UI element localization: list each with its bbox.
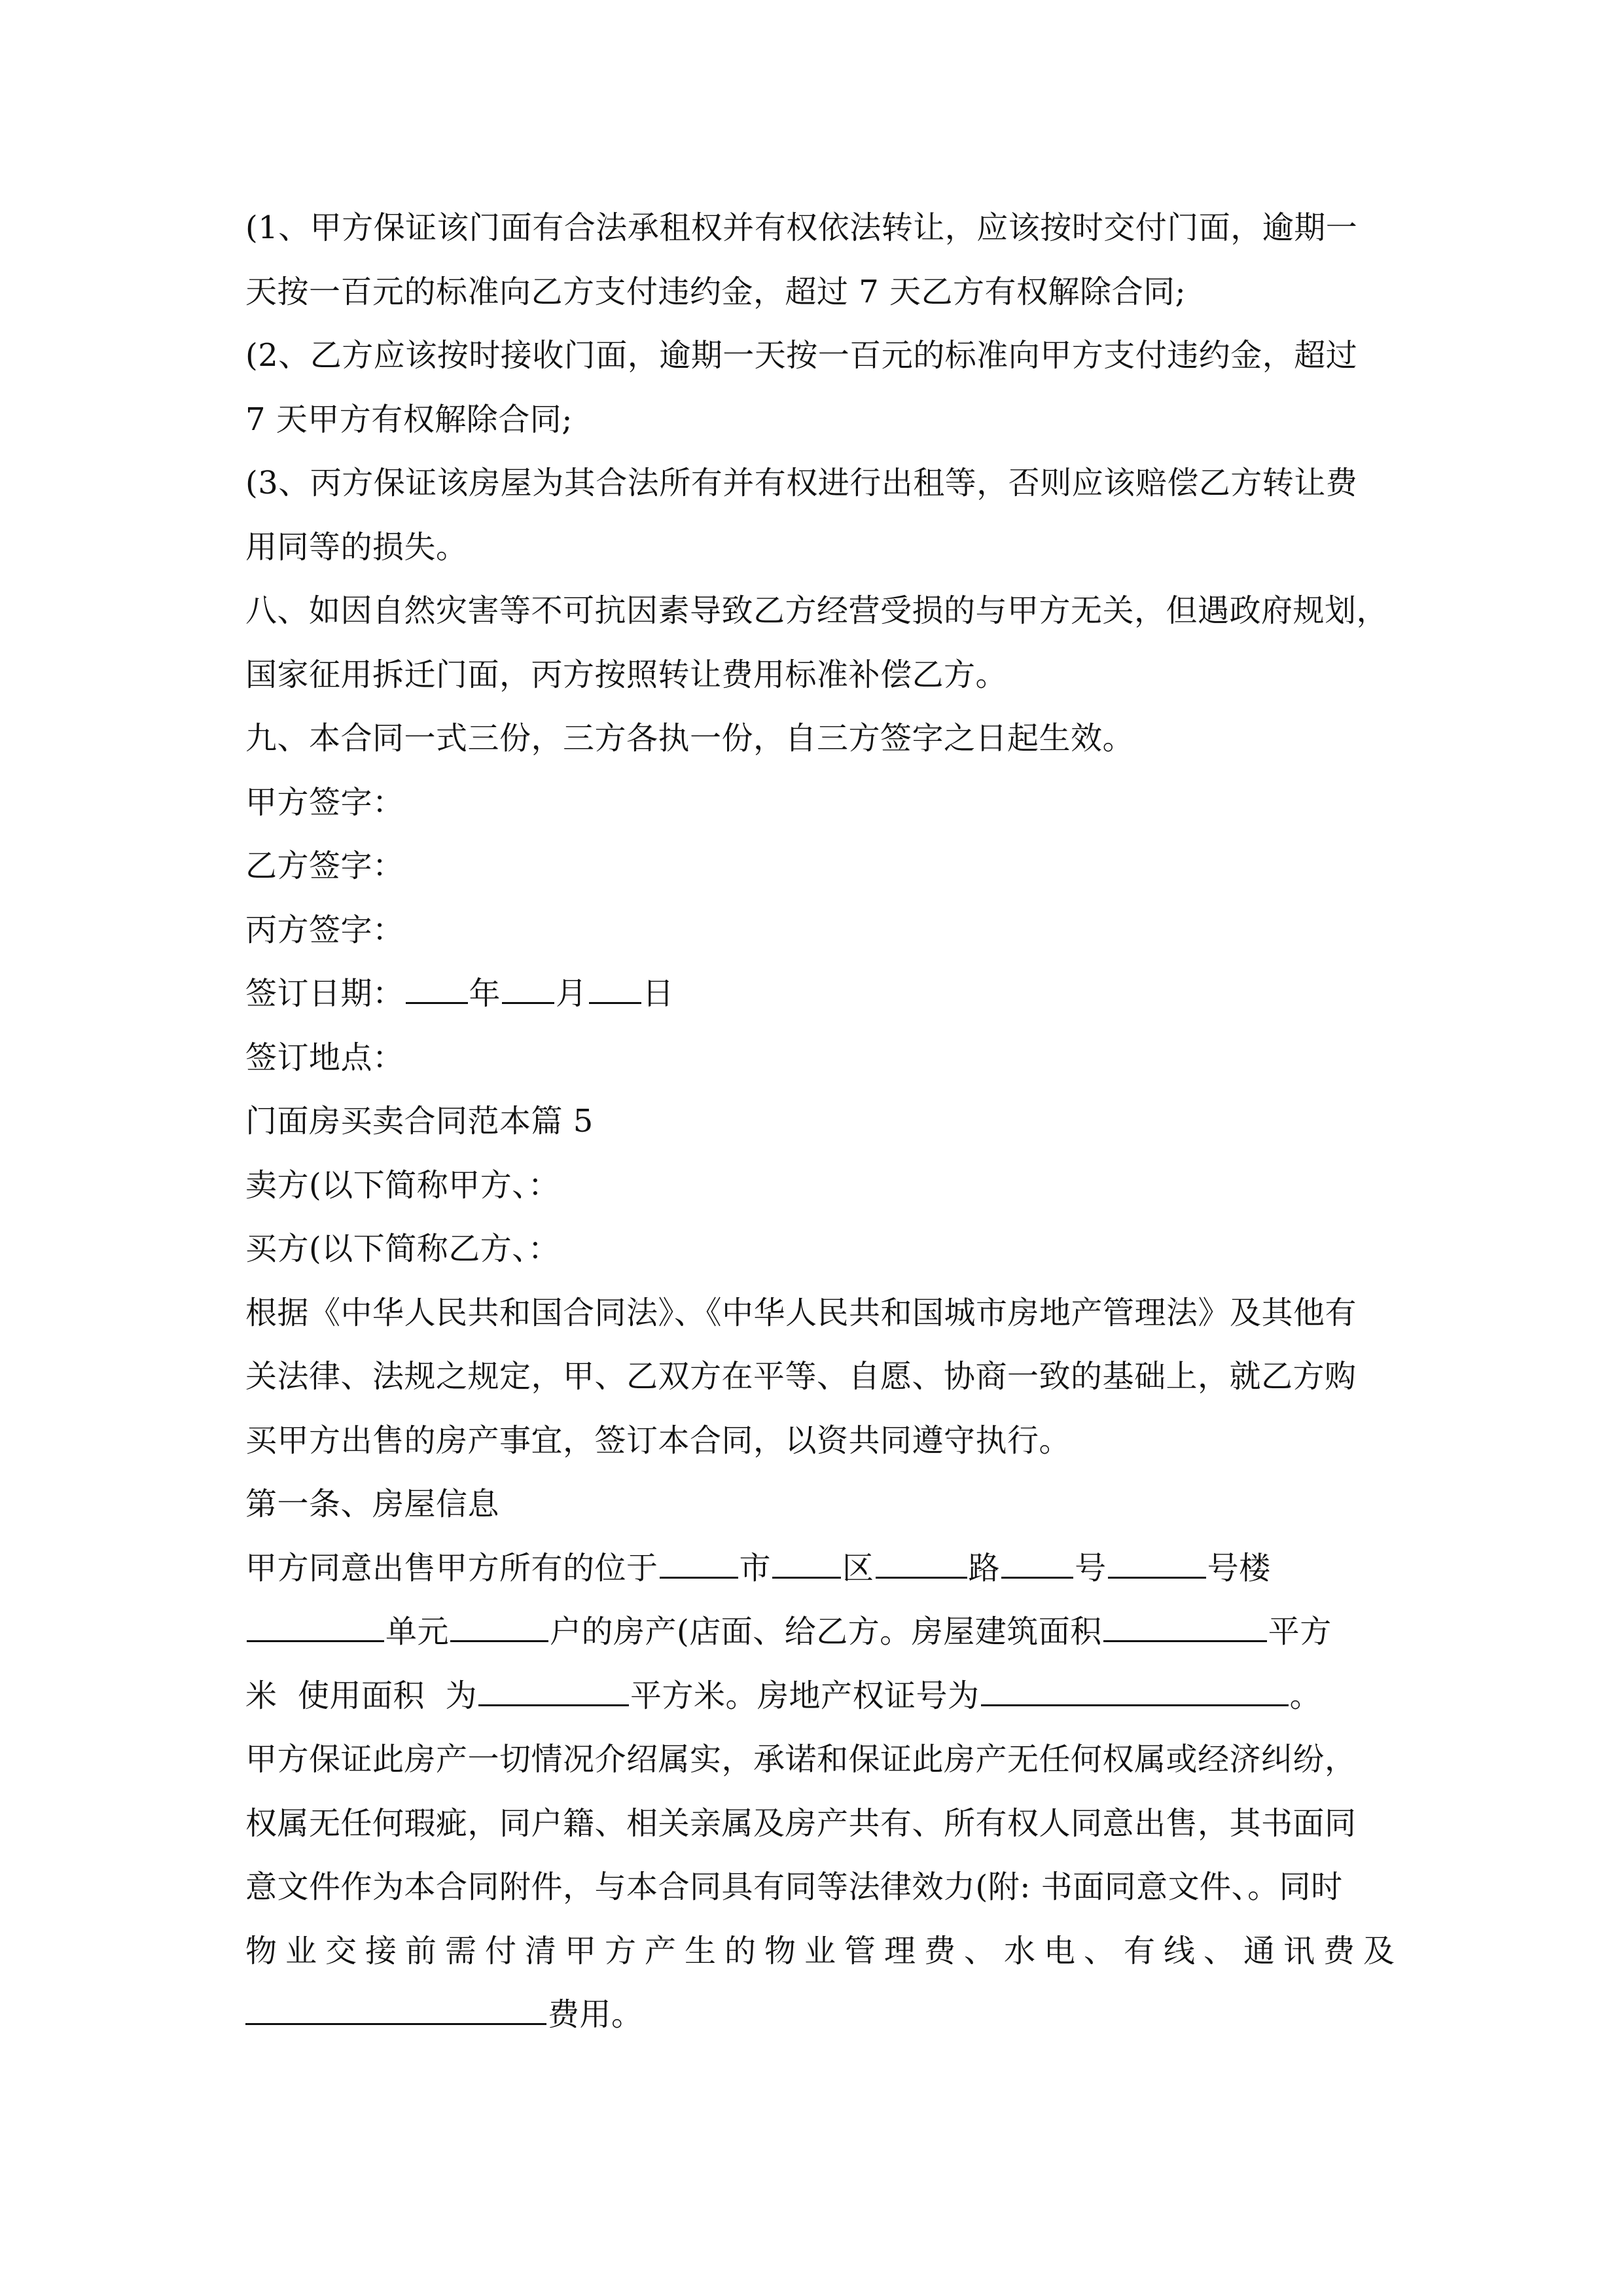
certificate-blank: [981, 1676, 1289, 1706]
unit-label: 单元: [385, 1613, 450, 1650]
property-location-label: 甲方同意出售甲方所有的位于: [245, 1549, 658, 1587]
document-page: [245, 196, 1404, 2047]
property-info-line-1: [245, 1537, 1387, 1601]
signing-date-label: 签订日期：: [245, 975, 404, 1012]
property-info-line-2: [245, 1600, 1387, 1664]
fees-label: 费用。: [548, 1996, 643, 2033]
clause-9: 九、本合同一式三份，三方各执一份，自三方签字之日起生效。: [245, 720, 1135, 757]
road-label: 路: [968, 1549, 1001, 1587]
year-label: 年: [469, 975, 501, 1012]
clause-1-line-1: (1、甲方保证该门面有合法承租权并有权依法转让，应该按时交付门面，逾期一: [245, 209, 1358, 246]
intro-line-2: 关法律、法规之规定，甲、乙双方在平等、自愿、协商一致的基础上，就乙方购: [245, 1358, 1357, 1395]
month-blank: [502, 973, 554, 1004]
district-blank: [772, 1548, 841, 1579]
guarantee-line-4: 物业交接前需付清甲方产生的物业管理费、水电、有线、通讯费及: [245, 1932, 1404, 1969]
guarantee-line-5: [245, 1983, 1387, 2047]
seller-line: 卖方(以下简称甲方、：: [245, 1166, 560, 1204]
clause-8-line-2: 国家征用拆迁门面，丙方按照转让费用标准补偿乙方。: [245, 656, 1008, 693]
year-blank: [406, 973, 468, 1004]
clause-2-line-1: (2、乙方应该按时接收门面，逾期一天按一百元的标准向甲方支付违约金，超过: [245, 337, 1358, 374]
city-blank: [660, 1548, 738, 1579]
party-a-signature: 甲方签字：: [245, 783, 404, 821]
unit-blank: [247, 1611, 384, 1642]
signing-place: 签订地点：: [245, 1039, 404, 1076]
property-type-label: 户的房产(店面、给乙方。房屋建筑面积: [550, 1613, 1102, 1650]
number-label: 号: [1075, 1549, 1107, 1587]
building-label: 号楼: [1207, 1549, 1271, 1587]
district-label: 区: [842, 1549, 874, 1587]
guarantee-line-2: 权属无任何瑕疵，同户籍、相关亲属及房产共有、所有权人同意出售，其书面同: [245, 1804, 1357, 1842]
guarantee-line-3: 意文件作为本合同附件，与本合同具有同等法律效力(附: 书面同意文件、。同时: [245, 1869, 1343, 1905]
signing-date: [245, 962, 1387, 1026]
road-blank: [876, 1548, 967, 1579]
number-blank: [1001, 1548, 1073, 1579]
clause-8-line-1: 八、如因自然灾害等不可抗因素导致乙方经营受损的与甲方无关，但遇政府规划，: [245, 592, 1389, 629]
fees-blank: [245, 1994, 546, 2025]
buyer-line: 买方(以下简称乙方、：: [245, 1230, 560, 1267]
month-label: 月: [556, 975, 588, 1012]
clause-3-line-2: 用同等的损失。: [245, 528, 468, 565]
certificate-label: 平方米。房地产权证号为: [630, 1677, 980, 1714]
building-area-blank: [1103, 1611, 1267, 1642]
clause-1-line-2: 天按一百元的标准向乙方支付违约金，超过 7 天乙方有权解除合同;: [245, 273, 1186, 310]
day-blank: [589, 973, 641, 1004]
usable-area-blank: [478, 1676, 629, 1706]
area-unit-label: 平方: [1268, 1613, 1332, 1650]
building-blank: [1108, 1548, 1206, 1579]
city-label: 市: [739, 1549, 772, 1587]
day-label: 日: [642, 975, 675, 1012]
room-blank: [450, 1611, 548, 1642]
intro-line-3: 买甲方出售的房产事宜，签订本合同，以资共同遵守执行。: [245, 1422, 1071, 1459]
article-1-title: 第一条、房屋信息: [245, 1486, 500, 1522]
clause-3-line-1: (3、丙方保证该房屋为其合法所有并有权进行出租等，否则应该赔偿乙方转让费: [245, 465, 1358, 501]
period: 。: [1289, 1677, 1322, 1714]
party-b-signature: 乙方签字：: [245, 848, 404, 884]
clause-2-line-2: 7 天甲方有权解除合同;: [245, 401, 573, 438]
party-c-signature: 丙方签字：: [245, 911, 404, 948]
usable-area-label: 米 使用面积 为: [245, 1677, 478, 1714]
guarantee-line-1: 甲方保证此房产一切情况介绍属实，承诺和保证此房产无任何权属或经济纠纷，: [245, 1741, 1357, 1778]
section-5-title: 门面房买卖合同范本篇 5: [245, 1103, 594, 1139]
property-info-line-3: [245, 1664, 1387, 1729]
intro-line-1: 根据《中华人民共和国合同法》、《中华人民共和国城市房地产管理法》及其他有: [245, 1294, 1357, 1331]
